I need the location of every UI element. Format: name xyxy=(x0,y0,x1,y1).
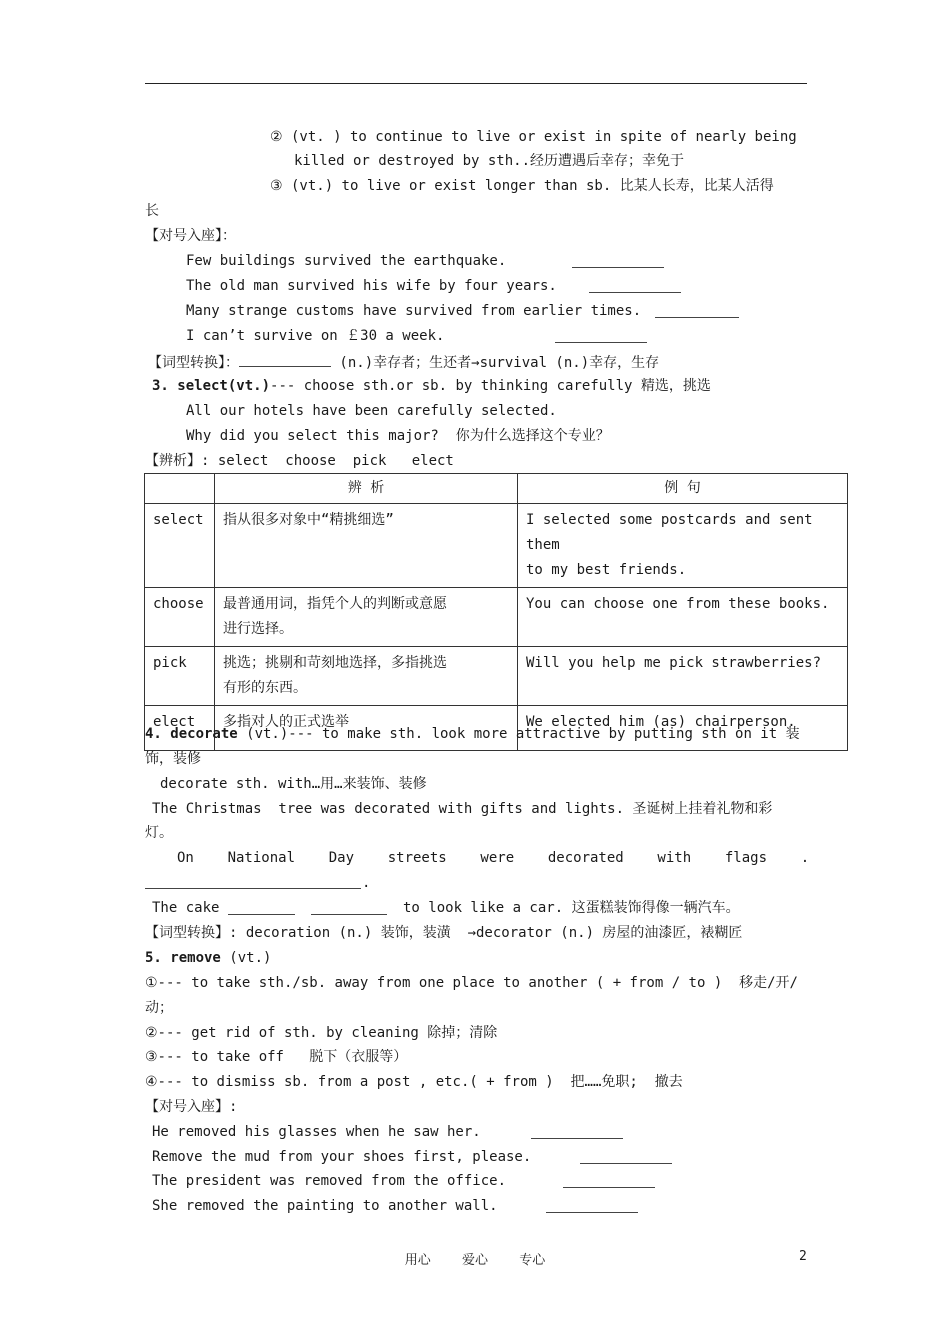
select-definition: --- choose sth.or sb. by thinking carefully 精选，挑选 xyxy=(270,378,711,394)
answer-blank[interactable] xyxy=(145,874,361,889)
remove-entry xyxy=(145,949,271,967)
answer-blank[interactable] xyxy=(546,1198,638,1213)
decorate-definition: (vt.)--- to make sth. look more attractive by putting sth on it 装 xyxy=(237,726,800,742)
practice-sentence: She removed the painting to another wall. xyxy=(152,1198,498,1214)
word-conversion xyxy=(148,352,659,372)
remove-sense-4: ④--- to dismiss sb. from a post , etc.( + from ) 把……免职; 撤去 xyxy=(145,1074,683,1090)
answer-blank[interactable] xyxy=(531,1124,623,1139)
table-header-row xyxy=(145,474,848,504)
practice-heading: 【对号入座】: xyxy=(145,1099,238,1115)
remove-sense-3: ③--- to take off 脱下（衣服等） xyxy=(145,1049,408,1065)
row-analysis: 挑选；挑剔和苛刻地选择，多指挑选 有形的东西。 xyxy=(215,647,518,706)
row-word: elect xyxy=(145,706,215,751)
remove-sense-1-cont: 动； xyxy=(145,1000,173,1016)
practice-sentence: The president was removed from the office. xyxy=(152,1173,507,1189)
answer-blank[interactable] xyxy=(555,328,647,343)
decorate-exercise-2-end: to look like a car. 这蛋糕装饰得像一辆汽车。 xyxy=(403,900,740,916)
practice-sentence: Many strange customs have survived from earlier times. xyxy=(186,303,642,319)
survive-sense-2-cont: killed or destroyed by sth..经历遭遇后幸存；幸免于 xyxy=(294,153,685,169)
decorate-exercise-end: . xyxy=(362,875,371,891)
row-word: choose xyxy=(145,588,215,647)
decorate-example: The Christmas tree was decorated with gifts and lights. 圣诞树上挂着礼物和彩 xyxy=(152,801,773,817)
conversion-label: 【词型转换】： xyxy=(148,355,239,371)
practice-heading: 【对号入座】： xyxy=(145,228,236,244)
answer-blank[interactable] xyxy=(311,900,387,915)
survive-sense-3-cont: 长 xyxy=(145,203,159,219)
row-analysis: 指从很多对象中“精挑细选” xyxy=(215,504,518,588)
select-entry xyxy=(152,377,711,395)
practice-sentence: The old man survived his wife by four years. xyxy=(186,278,557,294)
practice-sentence: I can’t survive on ￡30 a week. xyxy=(186,328,445,344)
row-example: I selected some postcards and sent them to my best friends. xyxy=(518,504,848,588)
remove-sense-1: ①--- to take sth./sb. away from one place to another ( + from / to ) 移走/开/ xyxy=(145,975,798,991)
page-number: 2 xyxy=(799,1249,807,1264)
header-word xyxy=(145,474,215,504)
header-rule xyxy=(145,83,807,84)
row-example: Will you help me pick strawberries? xyxy=(518,647,848,706)
decorate-entry xyxy=(145,725,800,743)
footer-motto: 用心 爱心 专心 xyxy=(404,1253,546,1268)
row-analysis: 最普通用词，指凭个人的判断或意愿 进行选择。 xyxy=(215,588,518,647)
remove-headword: 5. remove xyxy=(145,950,221,966)
answer-blank[interactable] xyxy=(655,303,739,318)
decorate-pattern: decorate sth. with…用…来装饰、装修 xyxy=(160,776,427,792)
answer-blank[interactable] xyxy=(239,352,331,367)
practice-sentence: Remove the mud from your shoes first, please. xyxy=(152,1149,532,1165)
decorate-exercise-2: The cake xyxy=(152,900,220,916)
row-example: We elected him (as) chairperson. xyxy=(518,706,848,751)
answer-blank[interactable] xyxy=(563,1173,655,1188)
decorate-example-cont: 灯。 xyxy=(145,825,173,841)
practice-sentence: Few buildings survived the earthquake. xyxy=(186,253,507,269)
decorate-conversion: 【词型转换】: decoration (n.) 装饰，装潢 →decorator (n.) 房屋的油漆匠，裱糊匠 xyxy=(145,925,743,941)
answer-blank[interactable] xyxy=(580,1149,672,1164)
select-headword: 3. select(vt.) xyxy=(152,378,271,394)
conversion-text: (n.)幸存者；生还者→survival (n.)幸存，生存 xyxy=(331,355,660,371)
row-example: You can choose one from these books. xyxy=(518,588,848,647)
table-row xyxy=(145,504,848,588)
remove-pos: (vt.) xyxy=(220,950,272,966)
header-analysis: 辨 析 xyxy=(215,474,518,504)
decorate-definition-cont: 饰，装修 xyxy=(145,751,201,767)
table-row xyxy=(145,647,848,706)
row-analysis: 多指对人的正式选举 xyxy=(215,706,518,751)
header-example: 例 句 xyxy=(518,474,848,504)
table-row xyxy=(145,588,848,647)
row-word: pick xyxy=(145,647,215,706)
comparison-table xyxy=(144,473,848,751)
row-word: select xyxy=(145,504,215,588)
answer-blank[interactable] xyxy=(572,253,664,268)
survive-sense-2: ② (vt. ) to continue to live or exist in spite of nearly being xyxy=(270,129,797,145)
practice-sentence: He removed his glasses when he saw her. xyxy=(152,1124,481,1140)
comparison-heading: 【辨析】: select choose pick elect xyxy=(145,453,454,469)
survive-sense-3: ③ (vt.) to live or exist longer than sb. 比某人长寿，比某人活得 xyxy=(270,178,774,194)
answer-blank[interactable] xyxy=(589,278,681,293)
answer-blank[interactable] xyxy=(228,900,295,915)
decorate-headword: 4. decorate xyxy=(145,726,238,742)
decorate-exercise: On National Day streets were decorated with flags . xyxy=(177,850,810,866)
select-example: All our hotels have been carefully selected. xyxy=(186,403,557,419)
remove-sense-2: ②--- get rid of sth. by cleaning 除掉；清除 xyxy=(145,1025,498,1041)
select-example: Why did you select this major? 你为什么选择这个专业？ xyxy=(186,428,610,444)
